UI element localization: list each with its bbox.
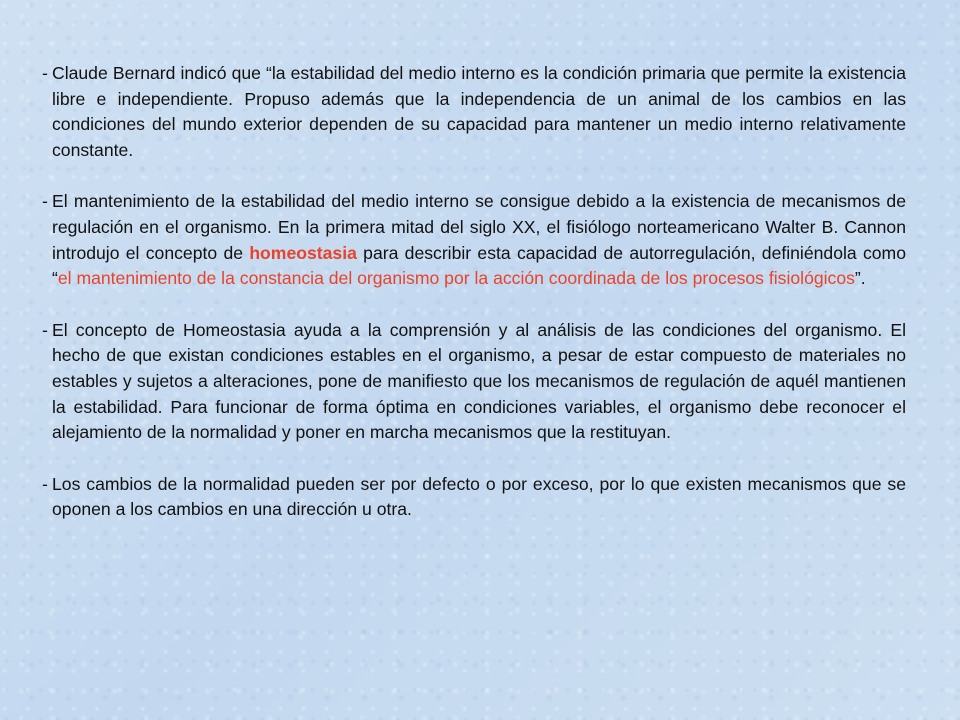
paragraph-homeostasia-definition xyxy=(44,189,906,291)
keyword-homeostasia: homeostasia xyxy=(249,242,357,263)
bullet-dash: - xyxy=(42,63,48,83)
text-body xyxy=(44,61,906,523)
paragraph-text: Los cambios de la normalidad pueden ser por defecto o por exceso, por lo que existen mecanismos que se oponen a los cambios en una dirección u otra. xyxy=(52,473,906,520)
paragraph-normality-changes xyxy=(44,472,906,523)
paragraph-text: El mantenimiento de la estabilidad del medio interno se consigue debido a la existencia de mecanismos de regulación en el organismo. En la primera mitad del siglo XX, el fisiólogo norteamericano Walter B. Cannon introdujo el concepto de xyxy=(52,191,906,263)
paragraph-text: El concepto de Homeostasia ayuda a la comprensión y al análisis de las condiciones del organismo. El hecho de que existan condiciones estables en el organismo, a pesar de estar compuesto de materiales no estables y sujetos a alteraciones, pone de manifiesto que los mecanismos de regulación de aquél mantienen la estabilidad. Para funcionar de forma óptima en condiciones variables, el organismo debe reconocer el alejamiento de la normalidad y poner en marcha mecanismos que la restituyan. xyxy=(52,319,906,443)
bullet-dash: - xyxy=(42,319,48,340)
bullet-dash: - xyxy=(42,473,48,494)
bullet-dash: - xyxy=(42,191,48,212)
paragraph-text: para describir esta capacidad de autorregulación, definiéndola como “ xyxy=(52,242,906,289)
definition-quote: el mantenimiento de la constancia del organismo por la acción coordinada de los procesos fisiológicos xyxy=(57,268,855,289)
paragraph-text: Claude Bernard indicó que “la estabilidad del medio interno es la condición primaria que permite la existencia libre e independiente. Propuso además que la independencia de un animal de los cambios en las condiciones del mundo exterior dependen de su capacidad para mantener un medio interno relativamente constante. xyxy=(52,63,906,160)
paragraph-homeostasia-concept xyxy=(44,318,906,446)
paragraph-claude-bernard xyxy=(44,61,906,163)
paragraph-text: ”. xyxy=(854,268,866,289)
